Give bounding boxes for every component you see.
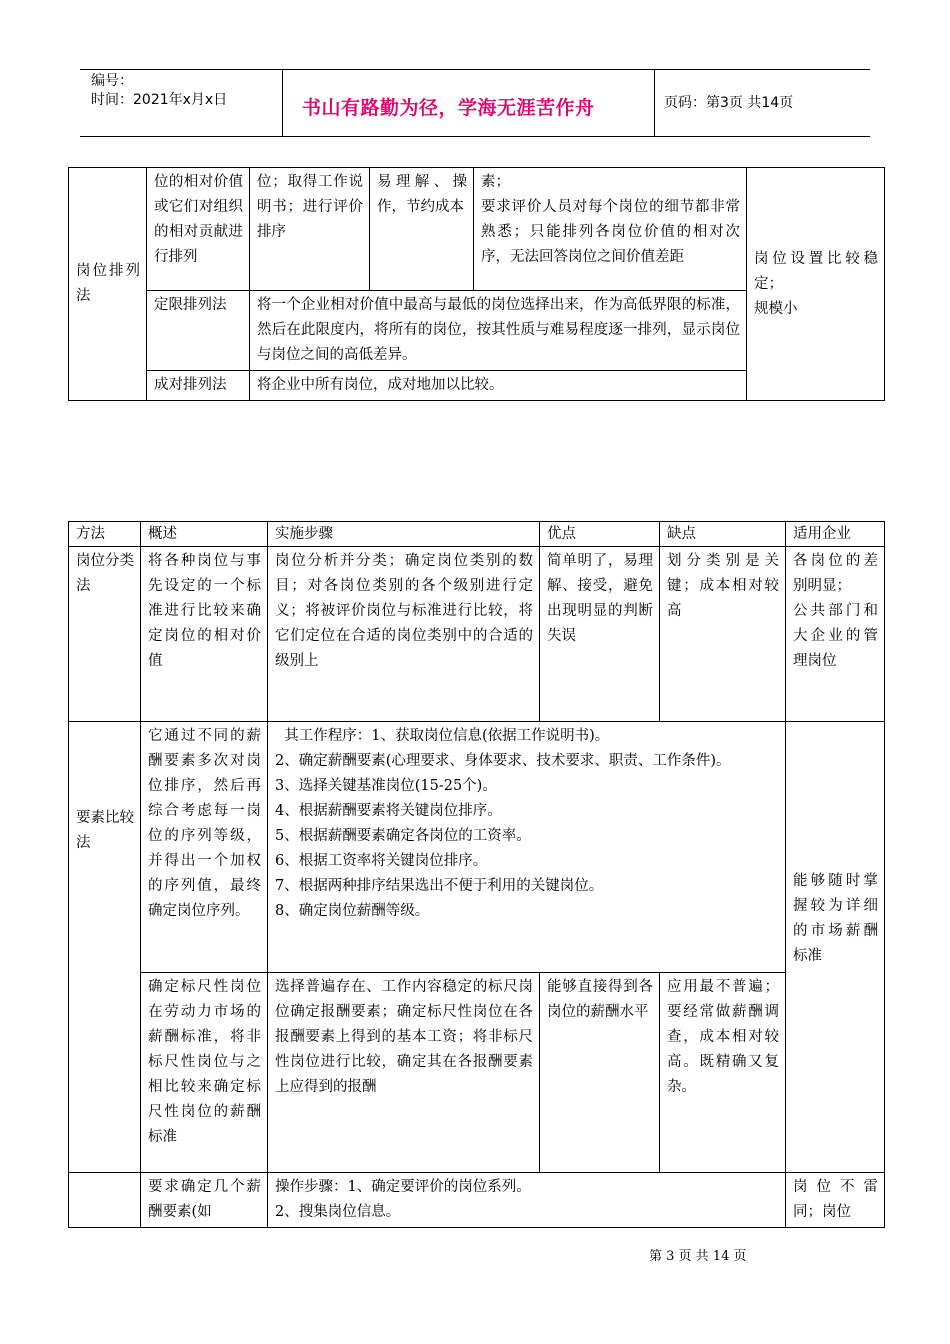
limit-ranking-name: 定限排列法 (147, 291, 250, 371)
header-cons: 缺点 (660, 522, 786, 547)
last-steps (268, 1173, 786, 1228)
header-divider-right (654, 70, 655, 136)
ranking-overview: 位的相对价值或它们对组织的相对贡献进行排列 (147, 168, 250, 291)
factor-b-pros: 能够直接得到各岗位的薪酬水平 (540, 973, 660, 1173)
last-overview: 要求确定几个薪酬要素(如 (141, 1173, 268, 1228)
header-divider-left (282, 70, 283, 136)
classification-steps: 岗位分析并分类；确定岗位类别的数目；对各岗位类别的各个级别进行定义；将被评价岗位与标准进行比较，将它们定位在合适的岗位类别中的合适的级别上 (268, 547, 540, 722)
pair-ranking-desc: 将企业中所有岗位，成对地加以比较。 (250, 371, 747, 401)
factor-step-line: 其工作程序：1、获取岗位信息(依据工作说明书)。 (275, 728, 610, 744)
page-footer: 第 3 页 共 14 页 (649, 1249, 747, 1264)
header-steps: 实施步骤 (268, 522, 540, 547)
ranking-cons: 素； 要求评价人员对每个岗位的细节都非常熟悉；只能排列各岗位价值的相对次序，无法回答岗位之间价值差距 (474, 168, 747, 291)
ranking-pros: 易理解、操作，节约成本 (370, 168, 474, 291)
header-bottom-rule (80, 136, 870, 137)
ranking-method-table (68, 167, 885, 401)
factor-step-line: 4、根据薪酬要素将关键岗位排序。 (275, 803, 502, 819)
factor-step-line: 6、根据工资率将关键岗位排序。 (275, 853, 488, 869)
header-top-rule (80, 69, 870, 70)
factor-method (69, 722, 141, 1173)
header-pros: 优点 (540, 522, 660, 547)
last-step-line: 操作步骤：1、确定要评价的岗位系列。 (275, 1179, 531, 1195)
header-page-label: 页码：第3页 共14页 (664, 95, 794, 111)
header-method: 方法 (69, 522, 141, 547)
classification-fit: 各岗位的差别明显； 公共部门和大企业的管理岗位 (786, 547, 885, 722)
limit-ranking-desc: 将一个企业相对价值中最高与最低的岗位选择出来，作为高低界限的标准，然后在此限度内，将所有的岗位，按其性质与难易程度逐一排列，显示岗位与岗位之间的高低差异。 (250, 291, 747, 371)
classification-method: 岗位分类法 (69, 547, 141, 722)
factor-step-line: 3、选择关键基准岗位(15-25个)。 (275, 778, 497, 794)
document-time-label: 时间：2021年x月x日 (91, 92, 228, 108)
last-step-line: 2、搜集岗位信息。 (275, 1204, 401, 1220)
factor-step-line: 8、确定岗位薪酬等级。 (275, 903, 430, 919)
classification-cons: 划分类别是关键；成本相对较高 (660, 547, 786, 722)
factor-step-line: 5、根据薪酬要素确定各岗位的工资率。 (275, 828, 531, 844)
factor-step-line: 2、确定薪酬要素(心理要求、身体要求、技术要求、职责、工作条件)。 (275, 753, 731, 769)
factor-a-steps (268, 722, 786, 973)
classification-overview: 将各种岗位与事先设定的一个标准进行比较来确定岗位的相对价值 (141, 547, 268, 722)
factor-fit-text: 能够随时掌握较为详细的市场薪酬标准 (793, 873, 878, 964)
header-motto: 书山有路勤为径，学海无涯苦作舟 (302, 97, 595, 119)
last-fit: 岗位不雷同；岗位 (786, 1173, 885, 1228)
header-overview: 概述 (141, 522, 268, 547)
document-number-label: 编号： (91, 73, 133, 89)
ranking-fit: 岗位设置比较稳定； 规模小 (747, 168, 885, 401)
factor-step-line: 7、根据两种排序结果选出不便于利用的关键岗位。 (275, 878, 604, 894)
ranking-steps: 位；取得工作说明书；进行评价排序 (250, 168, 370, 291)
factor-method-label: 要素比较法 (76, 810, 134, 851)
job-evaluation-table (68, 521, 885, 1228)
factor-b-overview: 确定标尺性岗位在劳动力市场的薪酬标准，将非标尺性岗位与之相比较来确定标尺性岗位的薪酬标准 (141, 973, 268, 1173)
factor-a-overview: 它通过不同的薪酬要素多次对岗位排序，然后再综合考虑每一岗位的序列等级，并得出一个加权的序列值，最终确定岗位序列。 (141, 722, 268, 973)
factor-fit (786, 722, 885, 1173)
last-method (69, 1173, 141, 1228)
classification-pros: 简单明了，易理解、接受，避免出现明显的判断失误 (540, 547, 660, 722)
factor-b-cons: 应用最不普遍；要经常做薪酬调查，成本相对较高。既精确又复杂。 (660, 973, 786, 1173)
factor-b-steps: 选择普遍存在、工作内容稳定的标尺岗位确定报酬要素；确定标尺性岗位在各报酬要素上得到的基本工资；将非标尺性岗位进行比较，确定其在各报酬要素上应得到的报酬 (268, 973, 540, 1173)
header-fit: 适用企业 (786, 522, 885, 547)
pair-ranking-name: 成对排列法 (147, 371, 250, 401)
ranking-method-name: 岗位排列法 (69, 168, 147, 401)
